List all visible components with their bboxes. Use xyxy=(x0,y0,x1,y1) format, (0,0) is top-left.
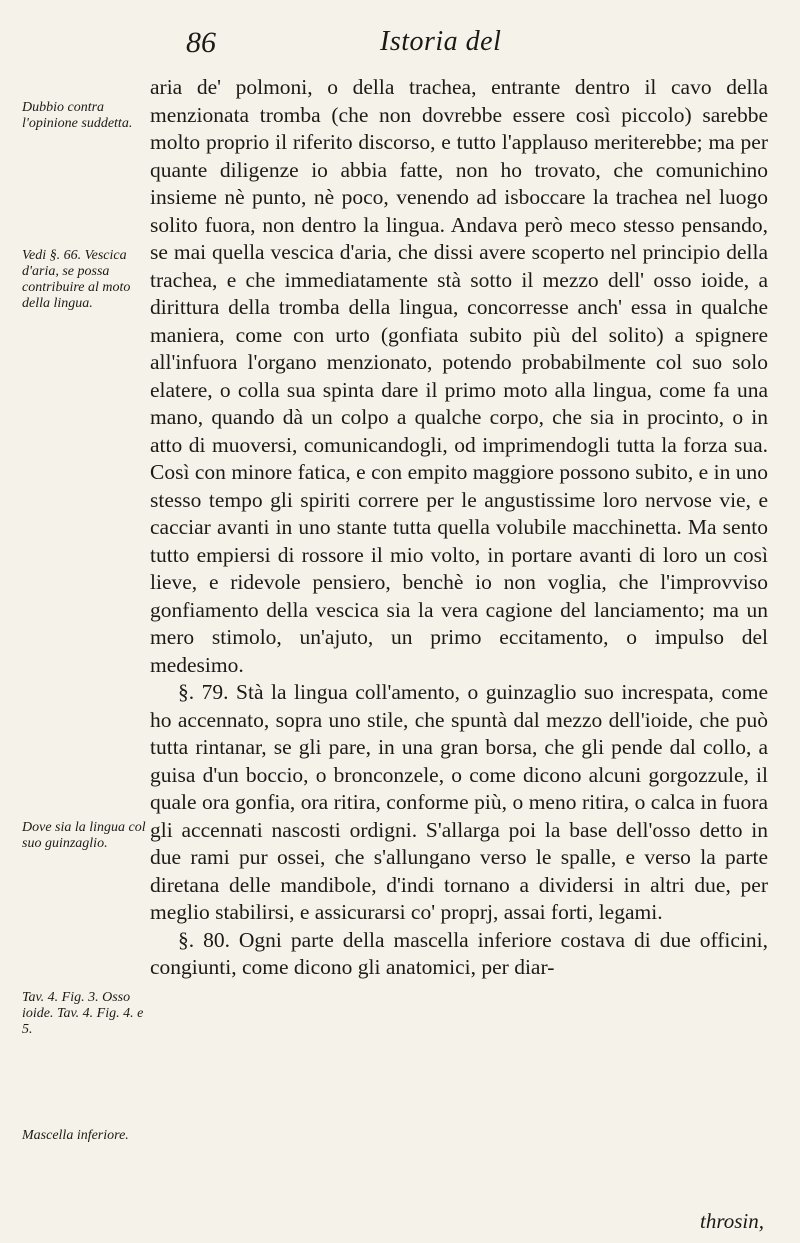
margin-note-2: Vedi §. 66. Vescica d'aria, se possa contribuire al moto della lingua. xyxy=(22,248,131,311)
paragraph-3: §. 80. Ogni parte della mascella inferiore costava di due officini, congiunti, come dicono gli anatomici, per diar- xyxy=(150,927,768,979)
running-title: Istoria del xyxy=(380,26,502,57)
margin-note-1: Dubbio contra l'opinione suddetta. xyxy=(22,100,133,131)
catchword: throsin, xyxy=(700,1209,764,1233)
margin-note-3: Dove sia la lingua col suo guinzaglio. xyxy=(22,820,146,851)
margin-note-4: Tav. 4. Fig. 3. Osso ioide. Tav. 4. Fig. 4. e 5. xyxy=(22,990,144,1037)
paragraph-1: aria de' polmoni, o della trachea, entrante dentro il cavo della menzionata tromba (che non dovrebbe essere così piccolo) sarebbe molto proprio il riferito discorso, e tutto l'applauso meriterebbe; ma per quante diligenze io abbia fatte, non ho trovato, che comunichino insieme nè punto, nè poco, venendo ad isboccare la trachea nel luogo solito fuora, non dentro la lingua. Andava però meco stesso pensando, se mai quella vescica d'aria, che dissi avere scoperto nel principio della trachea, e che immediatamente stà sotto il mezzo dell' osso ioide, a dirittura della tromba della lingua, concorresse anch' essa in qualche maniera, come con urto (gonfiata subito più del solito) a spignere all'infuora l'organo menzionato, potendo probabilmente col suo solo elatere, o colla sua spinta dare il primo moto alla lingua, come fa una mano, quando dà un colpo a qualche corpo, che sia in procinto, o in atto di muoversi, comunicandogli, od imprimendogli tutta la forza sua. Così con minore fatica, e con empito maggiore possono subito, e in uno stesso tempo gli spiriti correre per le angustissime loro nervose vie, e cacciar avanti in uno stante tutta quella volubile macchinetta. Ma sento tutto empiersi di rossore il mio volto, in portare avanti di loro un così lieve, e ridevole pensiero, benchè io non voglia, che l'improvviso gonfiamento della vescica sia la vera cagione del lanciamento; ma un mero stimolo, un'ajuto, un primo eccitamento, o impulso del medesimo. xyxy=(150,75,768,677)
margin-note-5: Mascella inferiore. xyxy=(22,1128,129,1143)
page-number: 86 xyxy=(186,26,216,59)
page-header xyxy=(0,18,800,62)
main-text xyxy=(150,74,768,982)
paragraph-2: §. 79. Stà la lingua coll'amento, o guinzaglio suo increspata, come ho accennato, sopra uno stile, che spuntà dal mezzo dell'ioide, che può tutta rintanar, se gli pare, in una gran borsa, che gli pende dal collo, a guisa d'un boccio, o bronconzele, o come dicono alcuni gorgozzule, il quale ora gonfia, ora ritira, conforme più, o meno ritira, o calca in fuora gli accennati nascosti ordigni. S'allarga poi la base dell'osso detto in due rami pur ossei, che s'allungano verso le spalle, e verso la parte diretana delle mandibole, d'indi tornano a dividersi in altri due, per meglio stabilirsi, e assicurarsi co' proprj, assai forti, legami. xyxy=(150,680,768,924)
